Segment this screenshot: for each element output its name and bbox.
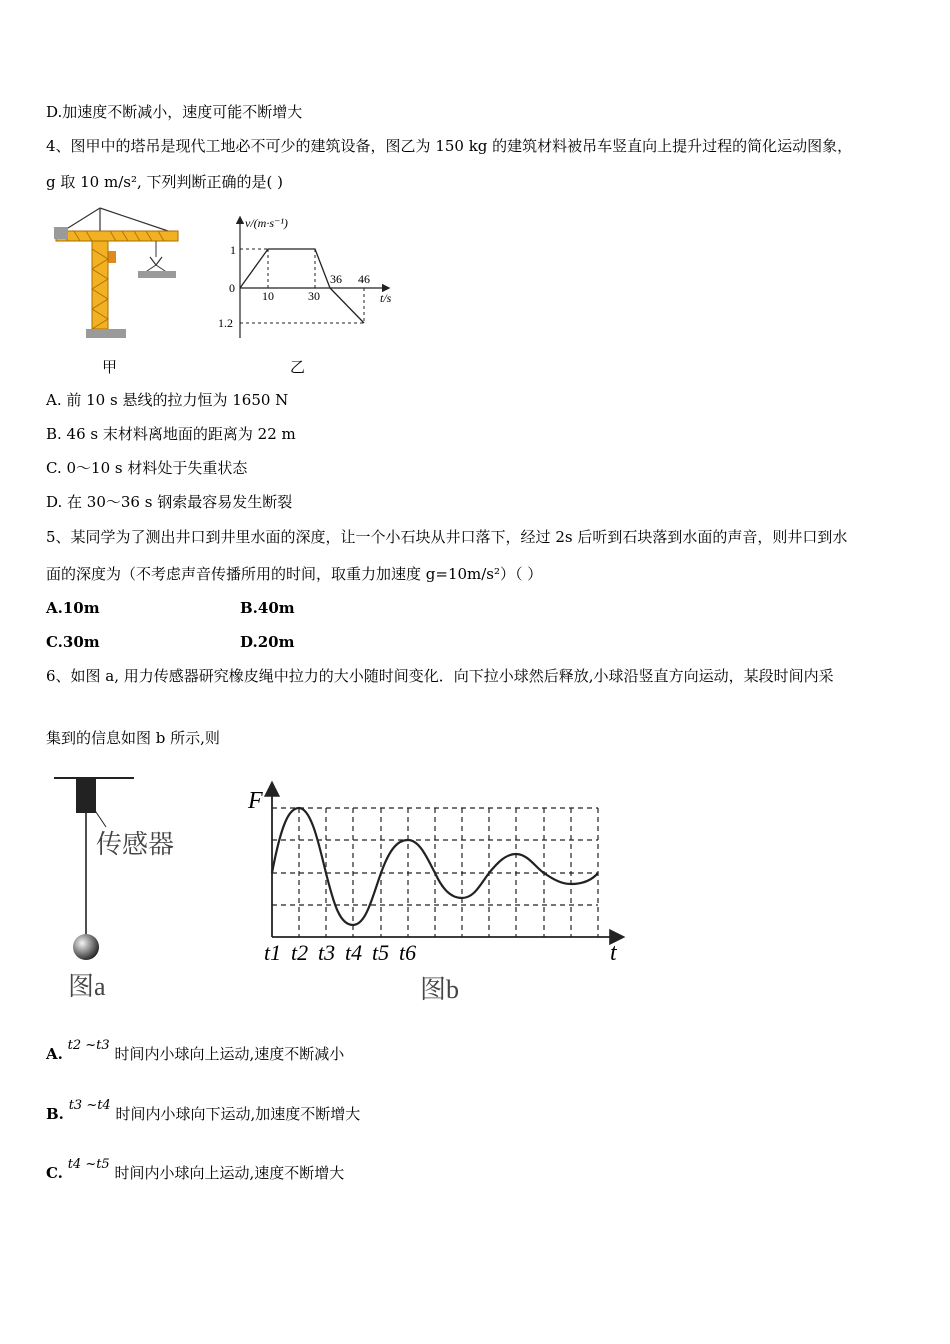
q6-option-c-range: t4 ~t5 — [67, 1157, 110, 1172]
vt-ytick-neg: 1.2 — [218, 316, 233, 330]
ft-tick-t5: t5 — [372, 940, 390, 965]
sensor-ball-figure — [50, 775, 200, 1005]
force-time-graph — [240, 780, 640, 1008]
q6-option-b-text: 时间内小球向下运动,加速度不断增大 — [115, 1105, 361, 1123]
q4-option-a: A. 前 10 s 悬线的拉力恒为 1650 N — [46, 391, 289, 409]
q5-stem-line1: 5、某同学为了测出井口到井里水面的深度，让一个小石块从井口落下，经过 2s 后听到石块落到水面的声音，则井口到水 — [46, 528, 848, 546]
ft-xlabel: t — [610, 940, 617, 966]
vt-ytick-1: 1 — [230, 243, 236, 257]
vt-ylabel: v/(m·s⁻¹) — [245, 216, 288, 230]
ft-tick-t2: t2 — [291, 940, 309, 965]
q6-option-a-text: 时间内小球向上运动,速度不断减小 — [114, 1045, 345, 1063]
q4-stem-line2: g 取 10 m/s², 下列判断正确的是( ) — [46, 173, 283, 191]
q6-option-a-letter: A. — [46, 1045, 63, 1063]
q6-stem-line1: 6、如图 a, 用力传感器研究橡皮绳中拉力的大小随时间变化．向下拉小球然后释放,小球沿竖直方向运动，某段时间内采 — [46, 667, 834, 685]
ft-tick-t6: t6 — [399, 940, 417, 965]
vt-xlabel: t/s — [380, 291, 392, 305]
vt-xtick-46: 46 — [358, 272, 370, 286]
q5-option-c: C.30m — [46, 633, 100, 651]
q6-stem-line2: 集到的信息如图 b 所示,则 — [46, 729, 220, 747]
vt-xtick-10: 10 — [262, 289, 274, 303]
ft-tick-t1: t1 — [264, 940, 282, 965]
tower-crane-figure — [52, 205, 187, 345]
fig-yi-caption: 乙 — [290, 358, 306, 376]
q6-option-a — [46, 1038, 345, 1066]
q5-option-a: A.10m — [46, 599, 100, 617]
q4-option-b: B. 46 s 末材料离地面的距离为 22 m — [46, 425, 296, 443]
fig-a-caption: 图a — [68, 972, 106, 1001]
q6-option-a-range: t2 ~t3 — [67, 1038, 110, 1053]
ft-tick-t3: t3 — [318, 940, 336, 965]
ft-tick-t4: t4 — [345, 940, 363, 965]
q5-option-d: D.20m — [240, 633, 295, 651]
q6-option-b — [46, 1098, 361, 1126]
q5-stem-line2: 面的深度为（不考虑声音传播所用的时间，取重力加速度 g=10m/s²）（ ） — [46, 565, 543, 583]
q4-option-d: D. 在 30～36 s 钢索最容易发生断裂 — [46, 493, 293, 511]
q3-option-d: D.加速度不断减小，速度可能不断增大 — [46, 103, 303, 121]
q6-option-c — [46, 1157, 345, 1185]
q4-option-c: C. 0～10 s 材料处于失重状态 — [46, 459, 248, 477]
q6-option-c-letter: C. — [46, 1164, 63, 1182]
q6-option-b-range: t3 ~t4 — [68, 1098, 111, 1113]
ft-ylabel: F — [248, 788, 263, 814]
vt-xtick-36: 36 — [330, 272, 342, 286]
sensor-label: 传感器 — [96, 830, 175, 859]
q5-option-b: B.40m — [240, 599, 295, 617]
q6-option-b-letter: B. — [46, 1105, 64, 1123]
vt-xtick-30: 30 — [308, 289, 320, 303]
fig-b-caption: 图b — [420, 975, 460, 1004]
q6-option-c-text: 时间内小球向上运动,速度不断增大 — [114, 1164, 345, 1182]
vt-ytick-0: 0 — [229, 281, 235, 295]
q4-stem-line1: 4、图甲中的塔吊是现代工地必不可少的建筑设备，图乙为 150 kg 的建筑材料被吊车竖直向上提升过程的简化运动图象， — [46, 137, 853, 155]
vt-graph — [212, 210, 412, 345]
fig-jia-caption: 甲 — [102, 358, 118, 376]
